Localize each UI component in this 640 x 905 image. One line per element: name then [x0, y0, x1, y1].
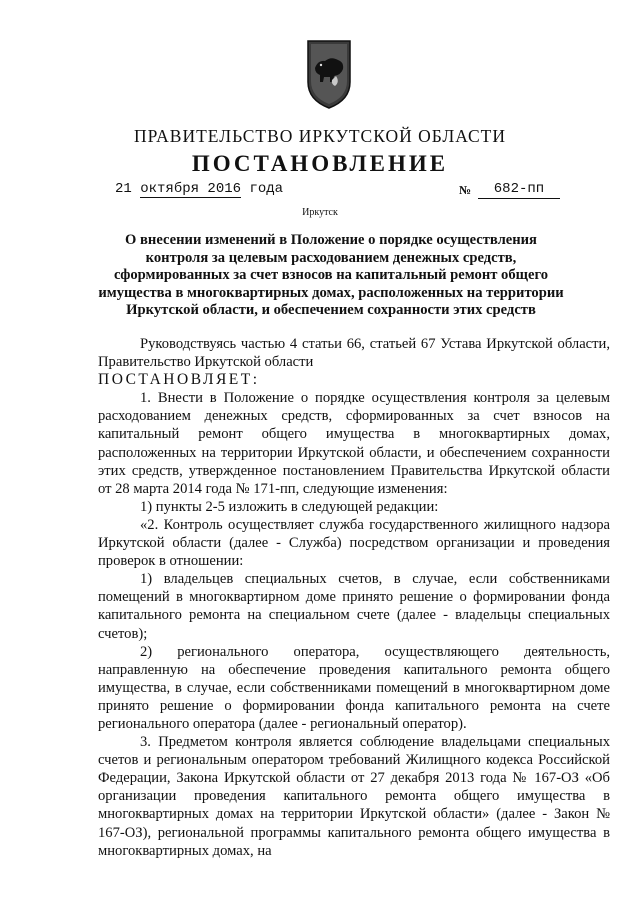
date-month-year: октября 2016 [140, 181, 242, 197]
paragraph-clause-3: 3. Предметом контроля является соблюдение владельцами специальных счетов и региональным оператором требований Жилищного кодекса Российской Федерации, Закона Иркутской области от 27 декабря 2013 года № 167-ОЗ «Об организации проведения капитального ремонта общего имущества в многоквартирных домах на территории Иркутской области» (далее - Закон № 167-ОЗ), региональной программы капитального ремонта общего имущества в многоквартирных домах, на [98, 734, 610, 859]
paragraph-clause-2-2: 2) регионального оператора, осуществляющего деятельность, направленную на обеспечение проведения капитального ремонта общего имущества, в случае, если собственниками помещений в многоквартирном доме принято решение о формировании фонда капитального ремонта на счете регионального оператора (далее - региональный оператор). [98, 643, 610, 732]
government-name: ПРАВИТЕЛЬСТВО ИРКУТСКОЙ ОБЛАСТИ [134, 126, 506, 146]
paragraph-item-1: 1. Внести в Положение о порядке осуществления контроля за целевым расходованием денежных средств, сформированных за счет взносов на капитальный ремонт общего имущества в многоквартирных домах, расположенных на территории Иркутской области, и обеспечением сохранности этих средств, утвержденное постановлением Правительства Иркутской области от 28 марта 2014 года № 171-пп, следующие изменения: [98, 390, 610, 497]
paragraph-subitem-1: 1) пункты 2-5 изложить в следующей редакции: [140, 498, 439, 515]
document-type: ПОСТАНОВЛЕНИЕ [191, 151, 449, 176]
city: Иркутск [302, 207, 338, 218]
paragraph-preamble: Руководствуясь частью 4 статьи 66, статьей 67 Устава Иркутской области, Правительство Иркутской области [98, 336, 610, 371]
resolve-heading: ПОСТАНОВЛЯЕТ: [98, 371, 260, 389]
irkutsk-coat-of-arms-icon [305, 38, 353, 110]
date-day: 21 [115, 181, 132, 197]
number-sign: № [459, 183, 472, 197]
document-body [98, 335, 610, 860]
document-number: 682-пп [478, 180, 560, 199]
document-date [115, 180, 283, 198]
paragraph-clause-2: «2. Контроль осуществляет служба государственного жилищного надзора Иркутской области (далее - Служба) посредством организации и проведения проверок в отношении: [98, 516, 610, 570]
date-suffix: года [249, 181, 284, 197]
document-title: О внесении изменений в Положение о порядке осуществления контроля за целевым расходованием денежных средств, сформированных за счет взносов на капитальный ремонт общего имущества в многоквартирных домах, расположенных на территории Иркутской области, и обеспечением сохранности этих средств [98, 232, 564, 319]
paragraph-clause-2-1: 1) владельцев специальных счетов, в случае, если собственниками помещений в многоквартирном доме принято решение о формировании фонда капитального ремонта на специальном счете (далее - владельцы специальных счетов); [98, 571, 610, 642]
